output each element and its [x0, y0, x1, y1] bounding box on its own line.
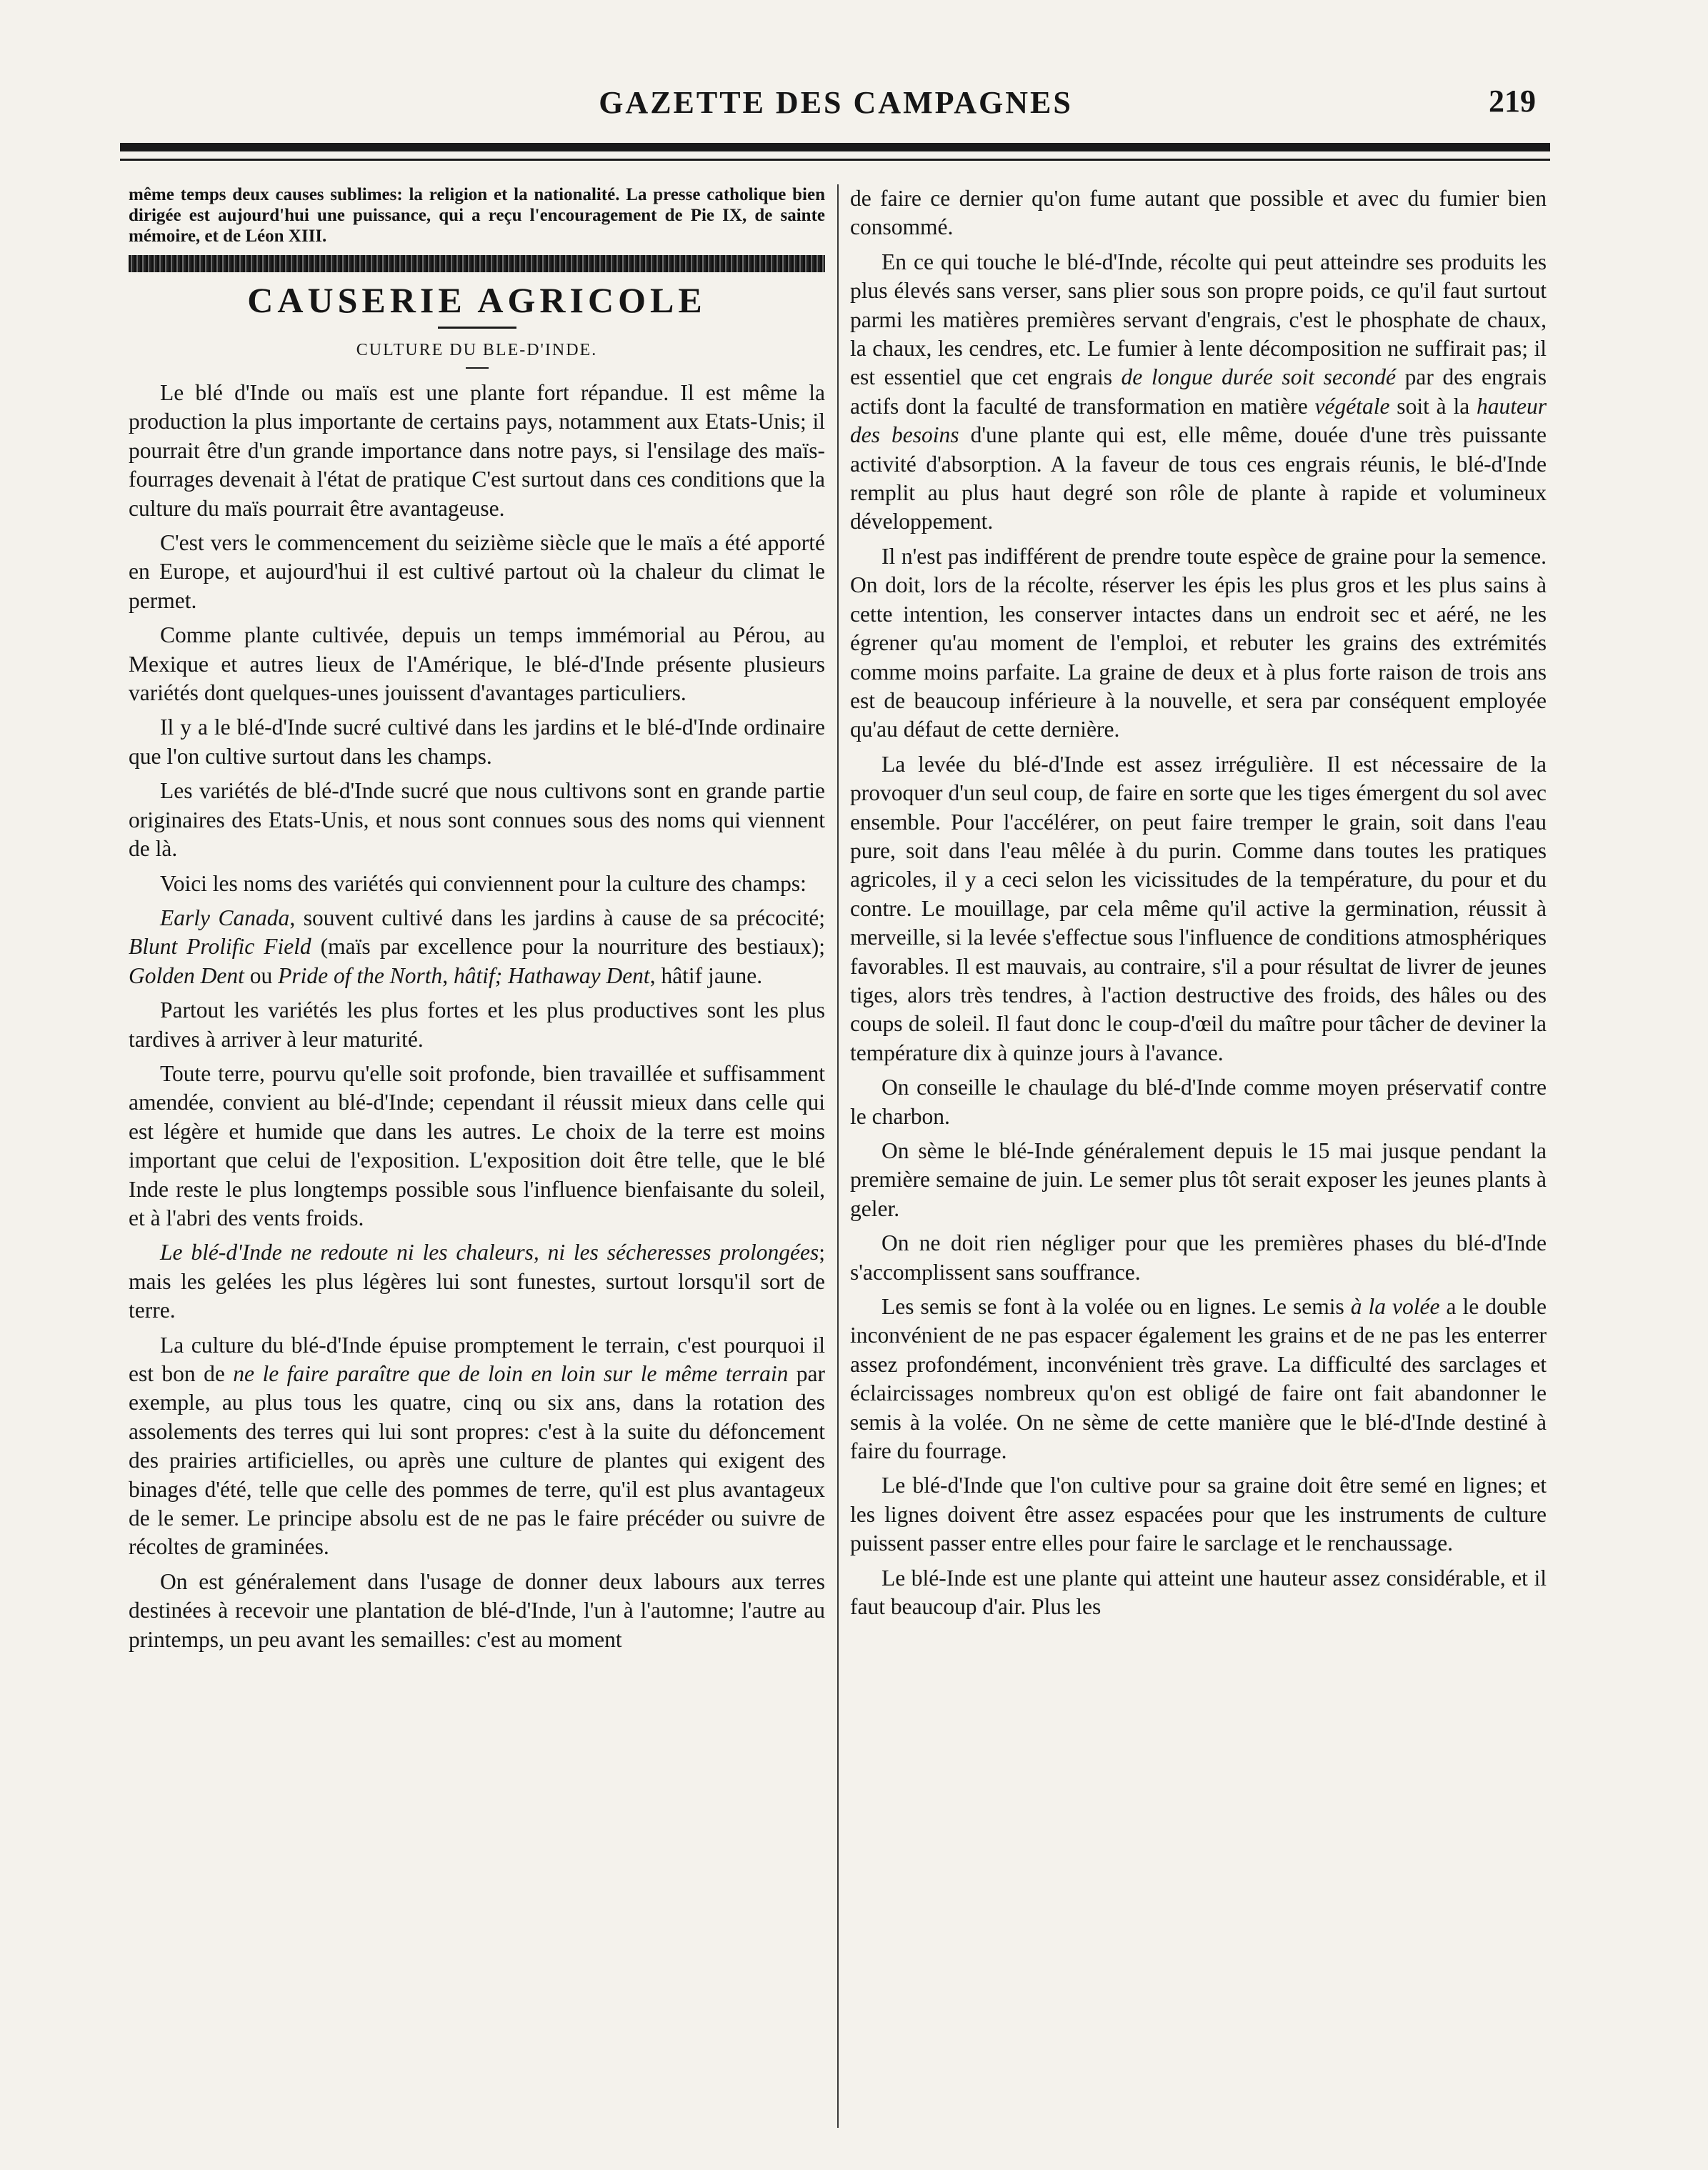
- heading-rule: [438, 327, 516, 329]
- page-number: 219: [1489, 84, 1536, 119]
- paragraph-continued: de faire ce dernier qu'on fume autant que possible et avec du fumier bien consommé.: [850, 186, 1547, 240]
- paragraph: C'est vers le commencement du seizième siècle que le maïs a été apporté en Europe, et aujourd'hui il est cultivé partout où la chaleur du climat le permet.: [129, 530, 825, 613]
- italic-run: hauteur des besoins: [850, 393, 1547, 448]
- paragraph: Les variétés de blé-d'Inde sucré que nous cultivons sont en grande partie originaires des Etats-Unis, et nous sont connues sous des noms qui viennent de là.: [129, 778, 825, 862]
- italic-run: végétale: [1314, 393, 1390, 419]
- article-subheading: CULTURE DU BLE-D'INDE.: [356, 341, 598, 359]
- intro-paragraph: même temps deux causes sublimes: la religion et la nationalité. La presse catholique bien dirigée est aujourd'hui une puissance, qui a reçu l'encouragement de Pie IX, de sainte mémoire, et de Léon XIII.: [129, 185, 825, 246]
- text-run: a le double inconvénient de ne pas espacer également les grains et de ne pas les enterrer assez profondément, inconvénient très grave. La difficulté des sarclages et éclaircissages nombreux qu'on est obligé de faire ont fait abandonner le semis à la volée. On ne sème de cette manière que le blé-d'Inde destiné à faire du fourrage.: [850, 1294, 1547, 1464]
- header-rule-thick: [120, 143, 1550, 151]
- paragraph: Il y a le blé-d'Inde sucré cultivé dans les jardins et le blé-d'Inde ordinaire que l'on cultive surtout dans les champs.: [129, 715, 825, 769]
- paragraph: Comme plante cultivée, depuis un temps immémorial au Pérou, au Mexique et autres lieux de l'Amérique, le blé-d'Inde présente plusieurs variétés dont quelques-unes jouissent d'avantages particuliers.: [129, 622, 825, 706]
- right-column: [850, 184, 1547, 2128]
- header-rule-thin: [120, 159, 1550, 161]
- paragraph: Voici les noms des variétés qui conviennent pour la culture des champs:: [160, 870, 806, 896]
- text-run: En ce qui touche le blé-d'Inde, récolte qui peut atteindre ses produits les plus élevés sans verser, sans plier sous son propre poids, ce qu'il faut surtout parmi les matières premières servant d'engrais, c'est le phosphate de chaux, la chaux, les cendres, etc. Le fumier à lente décomposition ne suffirait pas; il est essentiel que cet engrais: [850, 249, 1547, 390]
- paragraph: Partout les variétés les plus fortes et les plus productives sont les plus tardives à arriver à leur maturité.: [129, 997, 825, 1052]
- text-run: ; mais les gelées les plus légères lui sont funestes, surtout lorsqu'il sort de terre.: [129, 1240, 825, 1323]
- italic-run: ne le faire paraître que de loin en loin sur le même terrain: [233, 1361, 789, 1386]
- article-heading: CAUSERIE AGRICOLE: [247, 280, 706, 320]
- text-run: d'une plante qui est, elle même, douée d'une très puissante activité d'absorption. A la faveur de tous ces engrais réunis, le blé-d'Inde remplit au plus haut degré son rôle de plante à rapide et volumineux développement.: [850, 422, 1547, 534]
- text-run: par des engrais actifs dont la faculté de transformation en matière: [850, 364, 1547, 419]
- text-run: (maïs par excellence pour la nourriture des bestiaux);: [311, 934, 825, 960]
- page-header: [136, 71, 1536, 136]
- italic-run: à la volée: [1350, 1294, 1440, 1320]
- paragraph: [850, 248, 1547, 537]
- text-run: Il n'est pas indifférent de prendre toute espèce de graine pour la semence. On doit, lors de la récolte, réserver les épis les plus gros et les plus sains à cette intention, les conserver intactes dans un endroit sec et aéré, ne les égrener qu'au moment de l'emploi, et rebuter les grains des extrémités comme moins parfaite: [850, 543, 1547, 685]
- text-run: ou: [244, 962, 279, 988]
- italic-run: Le blé-d'Inde ne redoute ni les chaleurs, ni les sécheresses prolongées: [160, 1240, 819, 1265]
- paragraph: Le blé d'Inde ou maïs est une plante fort répandue. Il est même la production la plus importante de certains pays, notamment aux Etats-Unis; il pourrait être d'un grande importance dans notre pays, si l'ensilage des maïs-fourrages devenait à l'état de pratique C'est surtout dans ces conditions que la culture du maïs pourrait être avantageuse.: [129, 380, 825, 521]
- text-run: soit à la: [1389, 393, 1477, 419]
- varieties-paragraph: [129, 904, 825, 990]
- paragraph: Le blé-Inde est une plante qui atteint une hauteur assez considérable, et il faut beaucoup d'air. Plus les: [850, 1565, 1547, 1620]
- text-run: La culture du blé-d'Inde épuise promptement le terrain, c'est pourquoi il est bon de: [129, 1332, 825, 1386]
- text-run: . La graine de deux et à plus forte raison de trois ans est de beaucoup inférieure à la nouvelle, et sera par conséquent employée qu'au défaut de cette dernière.: [850, 659, 1547, 742]
- running-title: GAZETTE DES CAMPAGNES: [599, 85, 1073, 120]
- paragraph: La levée du blé-d'Inde est assez irrégulière. Il est nécessaire de la provoquer d'un seul coup, de faire en sorte que les tiges émergent du sol avec ensemble. Pour l'accélérer, on peut faire tremper le grain, soit dans l'eau pure, soit dans l'eau mêlée à du purin. Comme dans toutes les pratiques agricoles, il y a ceci selon les vicissitudes de la température, du pour et du contre. Le mouillage, par cela même qu'il active la germination, réussit à merveille, si la levée s'effectue sous l'influence de conditions atmosphériques favorables. Il est mauvais, au contraire, s'il a pour résultat de livrer de jeunes tiges, alors très tendres, à l'action destructive des froids, des hâles ou des coups de soleil. Il faut donc le coup-d'œil du maître pour tâcher de deviner la température dix à quinze jours à l'avance.: [850, 751, 1547, 1065]
- variety-name: Blunt Prolific Field: [129, 934, 311, 960]
- paragraph: [850, 1293, 1547, 1465]
- variety-name: hâtif; Hathaway Dent: [453, 962, 650, 988]
- paragraph: On ne doit rien négliger pour que les premières phases du blé-d'Inde s'accomplissent sans souffrance.: [850, 1230, 1547, 1285]
- italic-run: de longue durée soit secondé: [1121, 364, 1397, 390]
- text-run: , souvent cultivé dans les jardins à cause de sa précocité;: [289, 905, 825, 930]
- paragraph: On sème le blé-Inde généralement depuis le 15 mai jusque pendant la première semaine de juin. Le semer plus tôt serait exposer les jeunes plants à geler.: [850, 1138, 1547, 1221]
- variety-name: Pride of the North: [278, 962, 443, 988]
- subheading-rule: [466, 367, 489, 369]
- paragraph: Toute terre, pourvu qu'elle soit profonde, bien travaillée et suffisamment amendée, convient au blé-d'Inde; cependant il réussit mieux dans celle qui est légère et humide que dans les autres. Le choix de la terre est moins important que celui de l'exposition. L'exposition doit être telle, que le blé Inde reste le plus longtemps possible sous l'influence bienfaisante du soleil, et à l'abri des vents froids.: [129, 1060, 825, 1230]
- paragraph: On est généralement dans l'usage de donner deux labours aux terres destinées à recevoir une plantation de blé-d'Inde, l'un à l'automne; l'autre au printemps, un peu avant les semailles: c'est au moment: [129, 1568, 825, 1652]
- text-run: ,: [442, 962, 454, 988]
- variety-name: Early Canada: [160, 905, 290, 930]
- paragraph: [850, 542, 1547, 745]
- variety-name: Golden Dent: [129, 962, 244, 988]
- decorative-band: [129, 255, 825, 272]
- paragraph: On conseille le chaulage du blé-d'Inde comme moyen préservatif contre le charbon.: [850, 1075, 1547, 1129]
- paragraph: Le blé-d'Inde que l'on cultive pour sa graine doit être semé en lignes; et les lignes doivent être assez espacées pour que les instruments de culture puissent passer entre elles pour faire le sarclage et le renchaussage.: [850, 1473, 1547, 1556]
- text-run: Les semis se font à la volée ou en lignes. Le semis: [882, 1294, 1351, 1320]
- paragraph: [129, 1331, 825, 1562]
- paragraph: [129, 1238, 825, 1325]
- left-column: [129, 184, 825, 2128]
- text-run: par exemple, au plus tous les quatre, cinq ou six ans, dans la rotation des assolements des terres qui lui sont propres: c'est à la suite du défoncement des prairies artificielles, ou après une culture de plantes qui exigent des binages d'été, telle que celle des pommes de terre, qu'il est plus avantageux de le semer. Le principe absolu est de ne pas le faire précéder ou suivre de récoltes de graminées.: [129, 1361, 825, 1560]
- text-run: , hâtif jaune.: [649, 962, 763, 988]
- column-divider: [837, 184, 839, 2128]
